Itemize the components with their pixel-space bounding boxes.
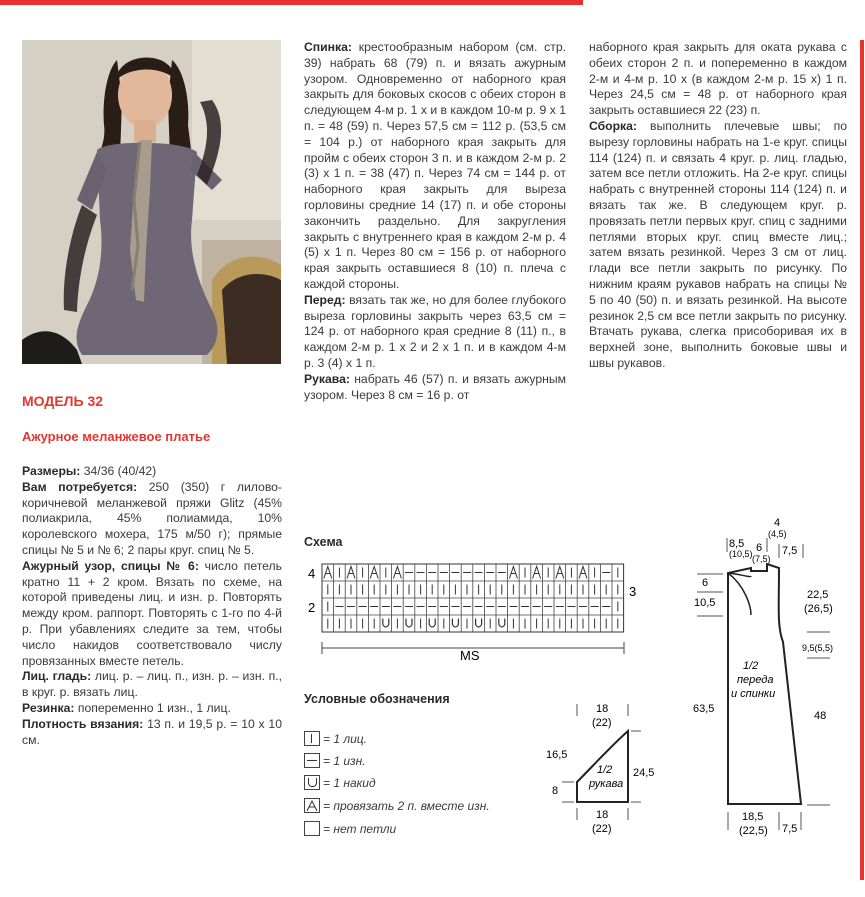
model-number: МОДЕЛЬ 32	[22, 393, 104, 409]
knitting-chart	[302, 556, 647, 666]
paragraph-text: 13 п. и 19,5 р. = 10 х 10 см.	[22, 716, 282, 747]
svg-text:18: 18	[596, 703, 609, 715]
yarn-over-icon	[304, 775, 320, 790]
paragraph	[22, 559, 282, 670]
paragraph	[22, 701, 282, 717]
svg-text:48: 48	[814, 710, 827, 722]
legend-title: Условные обозначения	[304, 692, 450, 706]
paragraph	[589, 119, 847, 372]
chart-stitch-symbol	[476, 619, 482, 628]
no-stitch-icon	[304, 821, 320, 836]
paragraph	[589, 40, 847, 119]
svg-text:и спинки: и спинки	[731, 688, 776, 700]
paragraph-label: Вам потребуется:	[22, 479, 138, 494]
chart-stitch-symbol	[370, 567, 378, 579]
paragraph-text: вязать так же, но для более глубокого выреза горловины закрыть через 63,5 см = 124 р. от наборного края средние 8 (11) п., в каждом 2-м р. 1 х 2 и 2 х 1 п. и в каждом 4-м р. 3 (4) х 1 п.	[304, 292, 566, 370]
paragraph-label: Рукава:	[304, 371, 350, 386]
top-accent-bar	[0, 0, 583, 5]
paragraph-label: Ажурный узор, спицы № 6:	[22, 558, 199, 573]
paragraph-label: Резинка:	[22, 700, 75, 715]
chart-row-number: 2	[308, 600, 316, 615]
svg-text:(22): (22)	[592, 823, 612, 835]
paragraph-text: выполнить плечевые швы; по вырезу горловины набрать на 1-е круг. спицы 114 (124) п. и связать 4 круг. р. лиц. гладью, затем все петли отложить. На 2-е круг. спицы набрать с внутренней стороны 114 (124) п. и вязать так же. В следующем круг. р. провязать петли первых круг. спиц с задними петлями вторых круг. спиц вместе лиц.; затем вязать резинкой. Через 3 см от лиц. глади все петли закрыть по рисунку. По нижним краям рукавов набрать на спицы № 5 по 40 (50) п. и вязать резинкой. На высоте резинок 2,5 см все петли закрыть по рисунку. Втачать рукава, слегка присоборивая их в верхней зоне, выполнить боковые швы и швы рукавов.	[589, 118, 847, 370]
svg-text:22,5: 22,5	[807, 589, 829, 601]
svg-text:переда: переда	[737, 674, 774, 686]
svg-text:рукава: рукава	[589, 778, 624, 790]
left-text-column	[22, 464, 282, 748]
chart-row-number: 3	[629, 584, 637, 599]
svg-text:63,5: 63,5	[693, 703, 715, 715]
chart-stitch-symbol	[324, 567, 332, 579]
chart-row-number: 4	[308, 566, 316, 581]
chart-stitch-symbol	[509, 567, 517, 579]
svg-text:7,5: 7,5	[782, 823, 798, 835]
svg-text:(4,5): (4,5)	[768, 529, 787, 539]
legend-item-purl-two-together: = провязать 2 п. вместе изн.	[304, 798, 490, 813]
paragraph	[22, 480, 282, 559]
legend-item-yarn-over: = 1 накид	[304, 775, 376, 790]
paragraph-label: Лиц. гладь:	[22, 669, 92, 684]
svg-text:8,5: 8,5	[729, 538, 745, 550]
right-accent-bar	[860, 40, 864, 880]
chart-stitch-symbol	[347, 567, 355, 579]
knit-stitch-icon	[304, 731, 320, 746]
legend-item-purl: = 1 изн.	[304, 753, 366, 768]
svg-text:(7,5): (7,5)	[752, 554, 771, 564]
svg-text:(22): (22)	[592, 717, 612, 729]
svg-text:24,5: 24,5	[633, 767, 655, 779]
svg-text:10,5: 10,5	[694, 597, 716, 609]
paragraph-text: 34/36 (40/42)	[80, 464, 157, 478]
sleeve-pattern	[540, 702, 670, 837]
svg-text:(22,5): (22,5)	[739, 825, 768, 837]
svg-text:1/2: 1/2	[743, 660, 759, 672]
chart-stitch-symbol	[556, 567, 564, 579]
paragraph	[22, 464, 282, 480]
svg-text:(26,5): (26,5)	[804, 603, 833, 615]
paragraph-label: Размеры:	[22, 464, 81, 478]
garment-title: Ажурное меланжевое платье	[22, 429, 211, 444]
model-photo	[22, 40, 281, 364]
paragraph-text: крестообразным набором (см. стр. 39) набрать 68 (79) п. и вязать ажурным узором. Одновременно от наборного края закрыть для боковых скосов с обеих сторон в следующем 4-м р. 1 х и в каждом 10-м р. 9 х 1 п. = 48 (59) п. Через 57,5 см = 112 р. (53,5 см = 104 р.) от наборного края закрыть для пройм с обеих сторон 3 п. и в каждом 2-м р. 2 (3) х 1 п. = 38 (47) п. Через 74 см = 144 р. от наборного края закрыть для выреза горловины средние 14 (17) п. и обе стороны закончить раздельно. Для закругления закрыть с внутреннего края в каждом 2-м р. 4 (5) х 1 п. Через 80 см = 156 р. от наборного края закрыть оставшиеся 8 (10) п. плеча с каждой стороны.	[304, 40, 566, 291]
svg-text:1/2: 1/2	[597, 764, 613, 776]
svg-text:(10,5): (10,5)	[729, 549, 753, 559]
paragraph-text: лиц. р. – лиц. п., изн. р. – изн. п., в круг. р. вязать лиц.	[22, 669, 282, 700]
paragraph	[304, 293, 566, 372]
chart-stitch-symbol	[406, 619, 412, 628]
paragraph-label: Спинка:	[304, 40, 352, 54]
chart-stitch-symbol	[383, 619, 389, 628]
legend-item-knit: = 1 лиц.	[304, 731, 367, 746]
svg-text:6: 6	[702, 577, 709, 589]
right-text-column	[589, 40, 847, 372]
paragraph-text: наборного края закрыть для оката рукава с обеих сторон 2 п. и попеременно в каждом 2-м и 4-м р. 10 х (в каждом 2-м р. 15 х) 1 п. Через 24,5 см = 48 р. от наборного края закрыть оставшиеся 22 (23) п.	[589, 40, 847, 118]
paragraph-label: Сборка:	[589, 118, 637, 133]
svg-text:7,5: 7,5	[782, 545, 798, 557]
body-pattern	[685, 516, 845, 842]
purl-two-together-icon	[304, 798, 320, 813]
svg-text:18,5: 18,5	[742, 811, 764, 823]
svg-text:8: 8	[552, 785, 559, 797]
legend-item-no-stitch: = нет петли	[304, 821, 396, 836]
svg-text:16,5: 16,5	[546, 749, 568, 761]
chart-stitch-symbol	[579, 567, 587, 579]
paragraph-label: Перед:	[304, 292, 346, 307]
svg-text:18: 18	[596, 809, 609, 821]
chart-stitch-symbol	[429, 619, 435, 628]
svg-text:9,5(5,5): 9,5(5,5)	[802, 643, 834, 653]
paragraph	[22, 669, 282, 701]
paragraph-text: попеременно 1 изн., 1 лиц.	[74, 700, 231, 715]
svg-text:4: 4	[774, 517, 781, 529]
chart-stitch-symbol	[499, 619, 505, 628]
svg-text:6: 6	[756, 542, 763, 554]
paragraph-text: 250 (350) г лилово-коричневой меланжевой пряжи Glitz (45% полиакрила, 45% полиамида, 10% королевского мохера, 175 м/50 г); прямые спицы № 5 и № 6; 2 пары круг. спиц № 5.	[22, 479, 282, 557]
paragraph	[304, 372, 566, 404]
paragraph-text: набрать 46 (57) п. и вязать ажурным узором. Через 8 см = 16 р. от	[304, 371, 566, 402]
chart-repeat-label: MS	[460, 648, 480, 663]
middle-text-column	[304, 40, 566, 403]
chart-grid	[322, 564, 624, 632]
paragraph	[22, 717, 282, 749]
chart-stitch-symbol	[452, 619, 458, 628]
chart-stitch-symbol	[533, 567, 541, 579]
chart-title: Схема	[304, 535, 343, 549]
purl-stitch-icon	[304, 753, 320, 768]
paragraph	[304, 40, 566, 293]
chart-stitch-symbol	[393, 567, 401, 579]
paragraph-text: число петель кратно 11 + 2 кром. Вязать по схеме, на которой приведены лиц. и изн. р. Повторять между кром. раппорт. Повторять с 1-го по 4-й р. При убавлениях следите за тем, чтобы число накидов соответствовало числу провязанных вместе петель.	[22, 558, 282, 668]
paragraph-label: Плотность вязания:	[22, 716, 144, 731]
